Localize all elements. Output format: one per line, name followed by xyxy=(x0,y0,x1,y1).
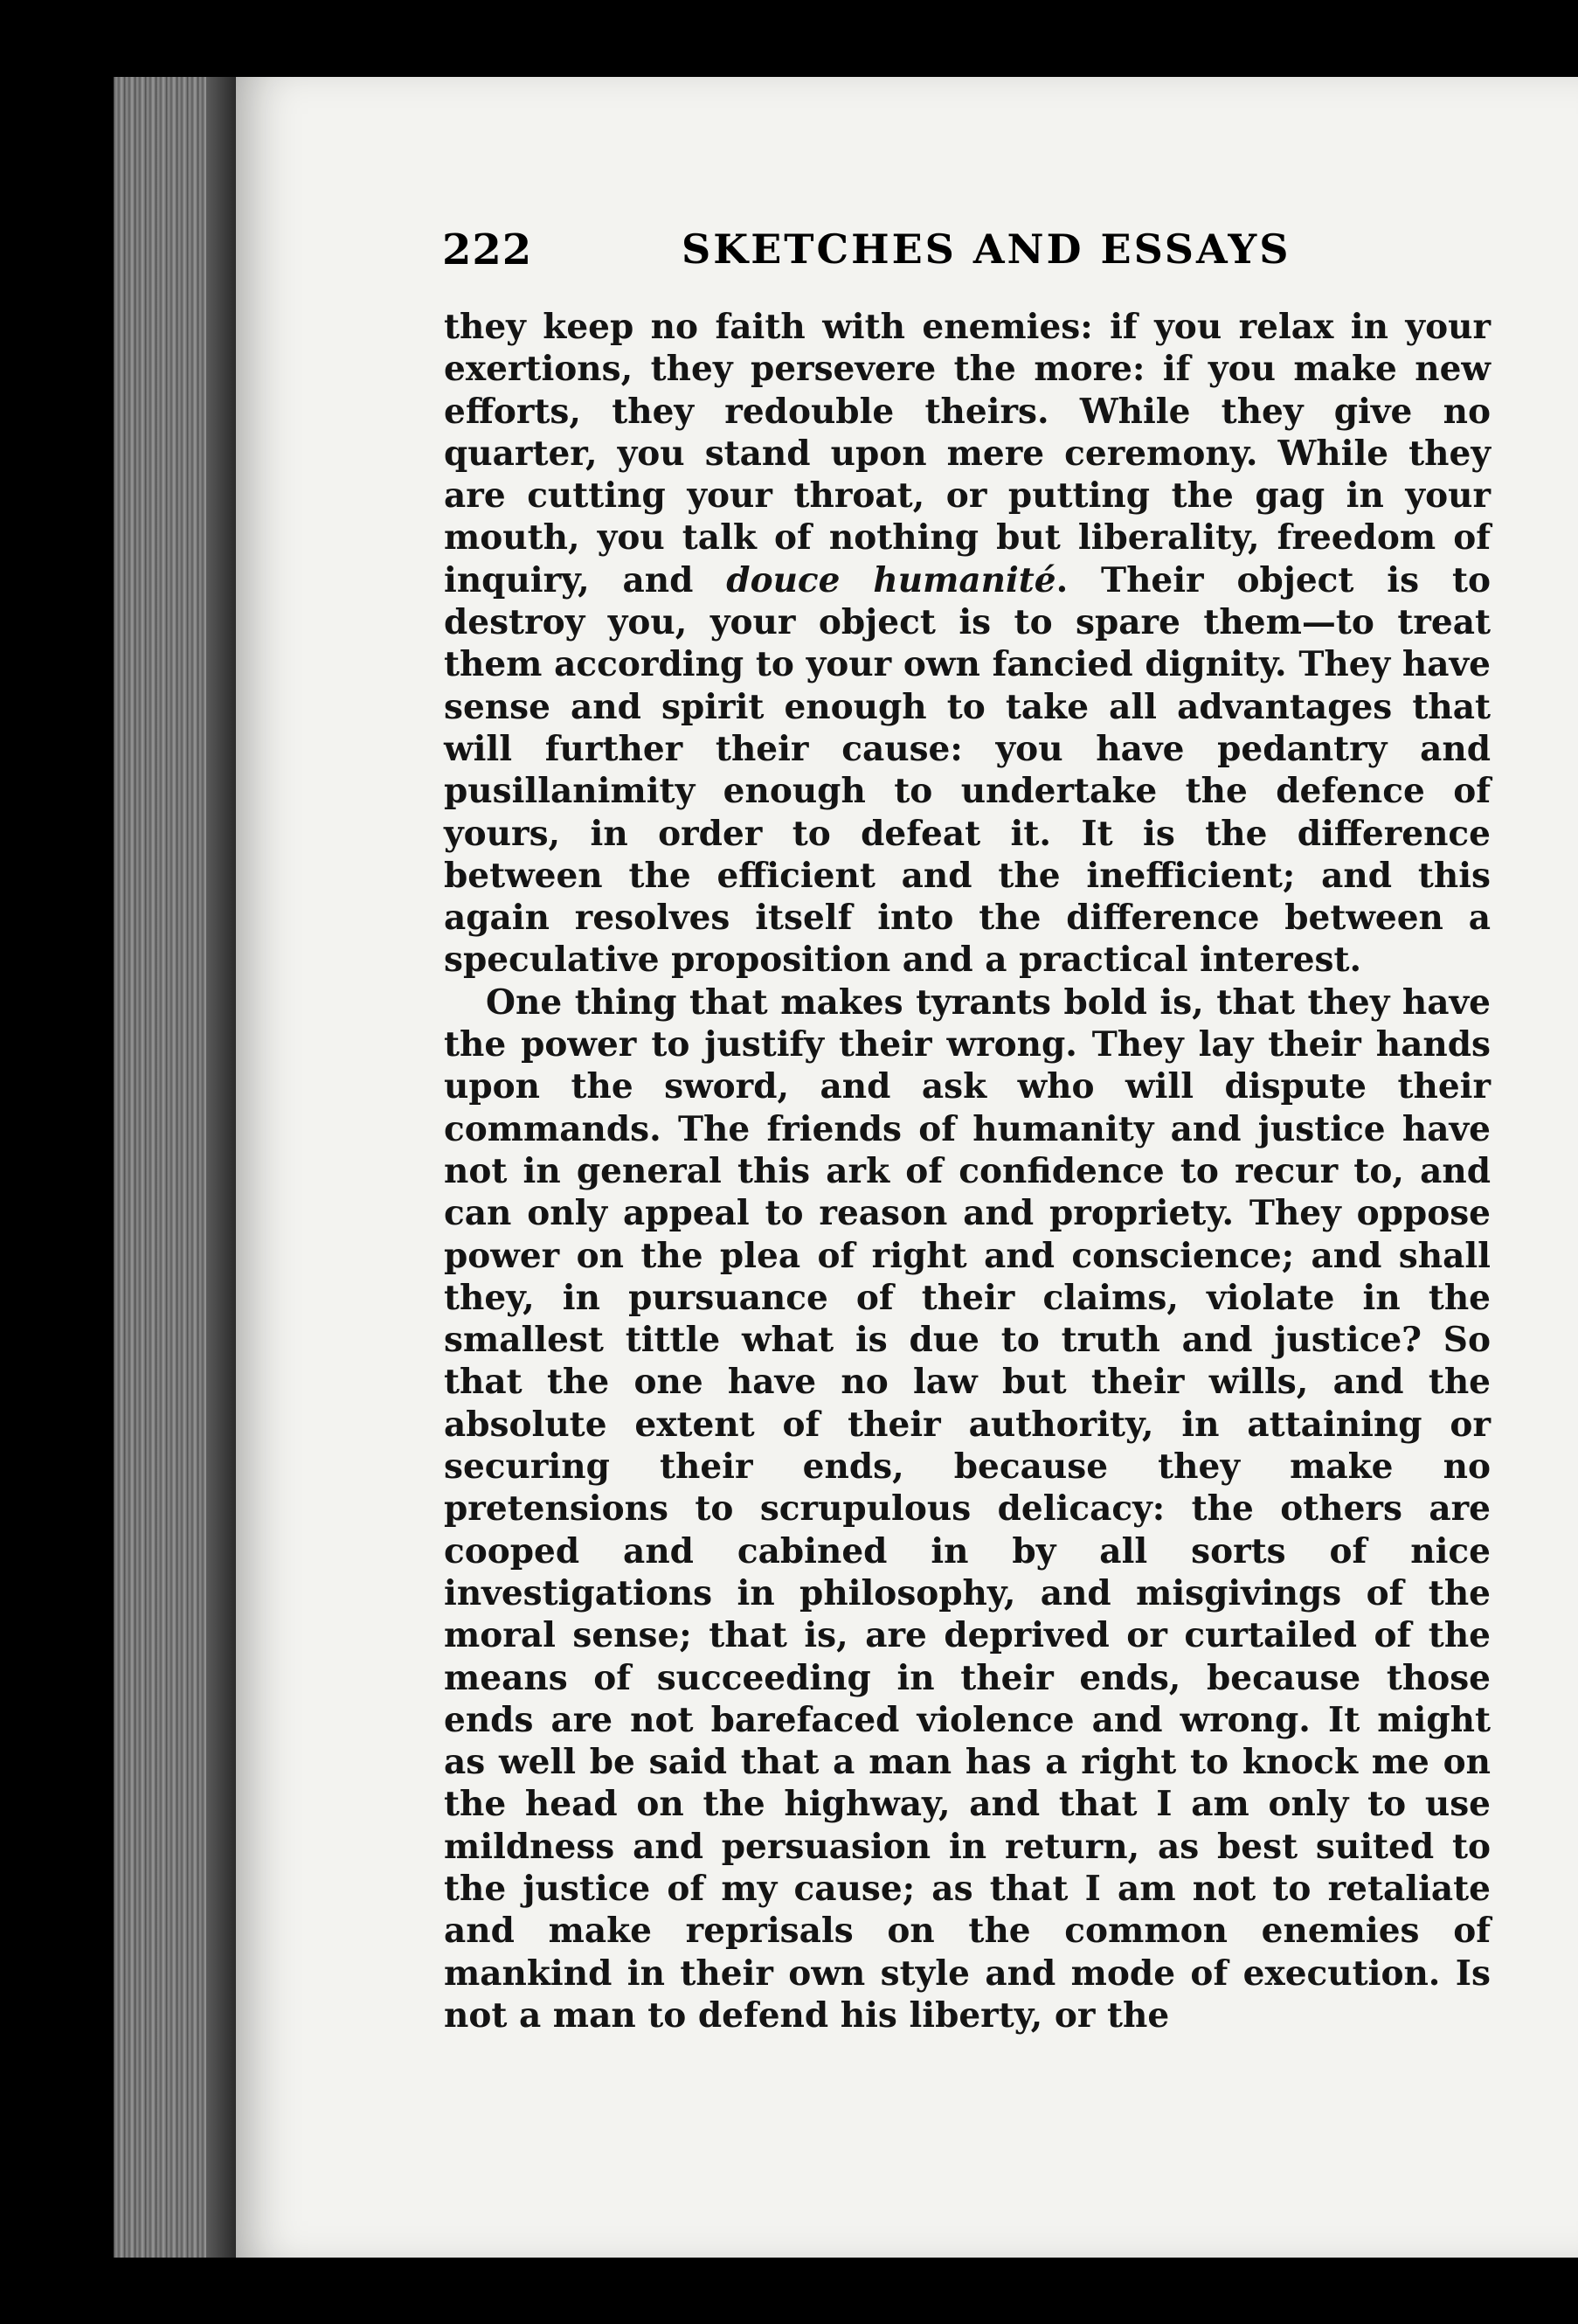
paragraph-1-text-a: they keep no faith with enemies: if you relax in your exertions, they persevere the more: if you make new efforts, they redouble theirs. While they give no quarter, you stand upon mere ceremony. While they are cutting your throat, or putting the gag in your mouth, you talk of nothing but liberality, freedom of inquiry, and xyxy=(444,307,1491,600)
book-page xyxy=(236,77,1578,2258)
body-text xyxy=(444,306,1491,2036)
paragraph-1-text-b: . Their object is to destroy you, your object is to spare them—to treat them according to your own fancied dignity. They have sense and spirit enough to take all advantages that will further their cause: you have pedantry and pusillanimity enough to undertake the defence of yours, in order to defeat it. It is the difference between the efficient and the inefficient; and this again resolves itself into the difference between a speculative proposition and a practical interest. xyxy=(444,559,1491,981)
paragraph-1-italic-phrase: douce humanité xyxy=(726,559,1056,600)
running-head: SKETCHES AND ESSAYS xyxy=(682,225,1291,273)
paragraph-1 xyxy=(444,306,1491,982)
page-number: 222 xyxy=(442,225,533,274)
book-gutter-shadow xyxy=(206,77,236,2258)
paragraph-2: One thing that makes tyrants bold is, that they have the power to justify their wrong. They lay their hands upon the sword, and ask who will dispute their commands. The friends of humanity and justice have not in general this ark of confidence to recur to, and can only appeal to reason and propriety. They oppose power on the plea of right and conscience; and shall they, in pursuance of their claims, violate in the smallest tittle what is due to truth and justice? So that the one have no law but their wills, and the absolute extent of their authority, in attaining or securing their ends, because they make no pretensions to scrupulous delicacy: the others are cooped and cabined in by all sorts of nice investigations in philosophy, and misgivings of the moral sense; that is, are deprived or curtailed of the means of succeeding in their ends, because those ends are not barefaced violence and wrong. It might as well be said that a man has a right to knock me on the head on the highway, and that I am only to use mildness and persuasion in return, as best suited to the justice of my cause; as that I am not to retaliate and make reprisals on the common enemies of mankind in their own style and mode of execution. Is not a man to defend his liberty, or the xyxy=(444,982,1491,2036)
